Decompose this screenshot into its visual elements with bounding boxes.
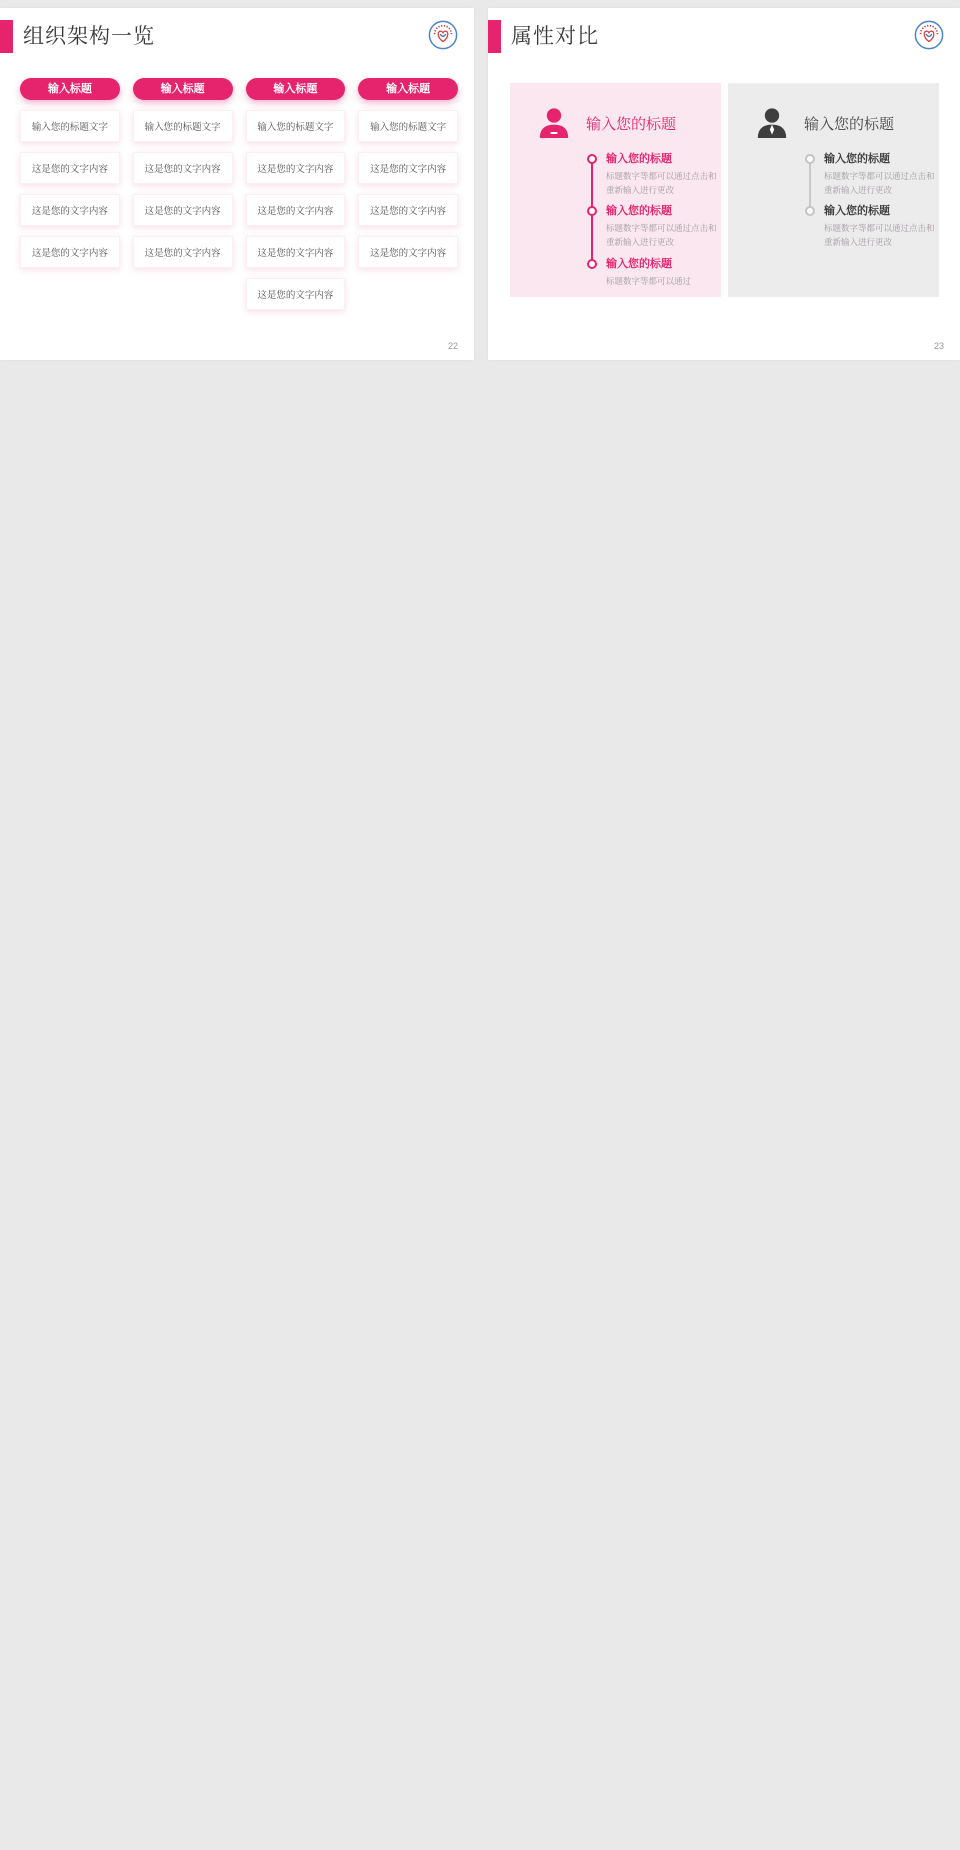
- template-preview-page: [0, 0, 960, 653]
- compare-panel-right: [728, 83, 939, 297]
- org-column: [246, 78, 346, 310]
- timeline-node: [587, 259, 597, 269]
- org-pill: 输入标题: [358, 78, 458, 100]
- timeline-node: [587, 206, 597, 216]
- org-box: 输入您的标题文字: [20, 110, 120, 142]
- org-box: 这是您的文字内容: [246, 278, 346, 310]
- slide-thumbnail-attribute-compare[interactable]: [488, 8, 960, 360]
- org-box: 这是您的文字内容: [358, 152, 458, 184]
- org-box: 这是您的文字内容: [20, 236, 120, 268]
- timeline-item: 输入您的标题 标题数字等都可以通过点击和重新输入进行更改: [606, 205, 717, 247]
- timeline-node: [805, 154, 815, 164]
- org-box: 这是您的文字内容: [20, 194, 120, 226]
- timeline-item: 输入您的标题 标题数字等都可以通过点击和重新输入进行更改: [824, 153, 935, 195]
- timeline-line: [809, 157, 811, 213]
- page-number: 22: [447, 341, 458, 351]
- timeline-item: 输入您的标题 标题数字等都可以通过: [606, 258, 692, 286]
- panel-heading: 输入您的标题: [804, 116, 895, 133]
- panel-heading: 输入您的标题: [586, 116, 677, 133]
- org-box: 这是您的文字内容: [246, 236, 346, 268]
- org-column: [358, 78, 458, 310]
- title-accent-bar: [488, 20, 501, 53]
- org-column: [133, 78, 233, 310]
- org-box: 这是您的文字内容: [246, 194, 346, 226]
- timeline-item: 输入您的标题 标题数字等都可以通过点击和重新输入进行更改: [606, 153, 717, 195]
- page-number: 23: [933, 341, 944, 351]
- org-box: 这是您的文字内容: [20, 152, 120, 184]
- timeline-node: [805, 206, 815, 216]
- title-accent-bar: [0, 20, 13, 53]
- male-user-icon: [752, 103, 792, 143]
- hospital-logo-icon: [428, 20, 458, 50]
- org-box: 这是您的文字内容: [133, 194, 233, 226]
- compare-panel-left: [510, 83, 721, 297]
- org-pill: 输入标题: [20, 78, 120, 100]
- org-box: 这是您的文字内容: [358, 236, 458, 268]
- timeline-item: 输入您的标题 标题数字等都可以通过点击和重新输入进行更改: [824, 205, 935, 247]
- org-box: 输入您的标题文字: [358, 110, 458, 142]
- org-chart: [20, 78, 458, 310]
- org-box: 输入您的标题文字: [246, 110, 346, 142]
- org-pill: 输入标题: [133, 78, 233, 100]
- slide-thumbnail-org-structure[interactable]: [0, 8, 474, 360]
- org-box: 这是您的文字内容: [358, 194, 458, 226]
- female-user-icon: [534, 103, 574, 143]
- slide-title: 组织架构一览: [23, 25, 155, 48]
- org-box: 输入您的标题文字: [133, 110, 233, 142]
- org-pill: 输入标题: [246, 78, 346, 100]
- org-box: 这是您的文字内容: [246, 152, 346, 184]
- timeline-node: [587, 154, 597, 164]
- slide-grid: 组织架构一览 输入标题 输入您的标题文字 这是您的文字内容 这是您的文字内容 这是您的文字内容 输入标题 输入您的标题文字 这是您的文字内容 这是您的文字内容 这是您的文字内容 输入标题 输入您的标题文字 这是您的文字内容 这是您的文字内容 这是您的文字内容 这是您的文字内容 输入标题 输入您的标题文字 这是您的文字内容 这是您的文字内容 这是您的文字内容 22 属性对比 输入您的标题 输入您的标题 标题数字等都可以通过点击和重新输入进行更改 输入您的标题 标题数字等都可以通过点击和重新输入进行更改 输入您的标题 标题数字等都可以通过 输入您的标题 输入您的标题 标题数字等都可以通过点击和重新输入进行更改 输入您的标题 标题数字等都可以通过点击和重新输入进行更改 23 点击此处添加标题 点击此处添加标题 此处添加标题 此处添加标题 此处添加标题 此处添加标题: [0, 0, 960, 410]
- hospital-logo-icon: [914, 20, 944, 50]
- org-column: [20, 78, 120, 310]
- org-box: 这是您的文字内容: [133, 152, 233, 184]
- org-box: 这是您的文字内容: [133, 236, 233, 268]
- slide-title: 属性对比: [511, 25, 599, 48]
